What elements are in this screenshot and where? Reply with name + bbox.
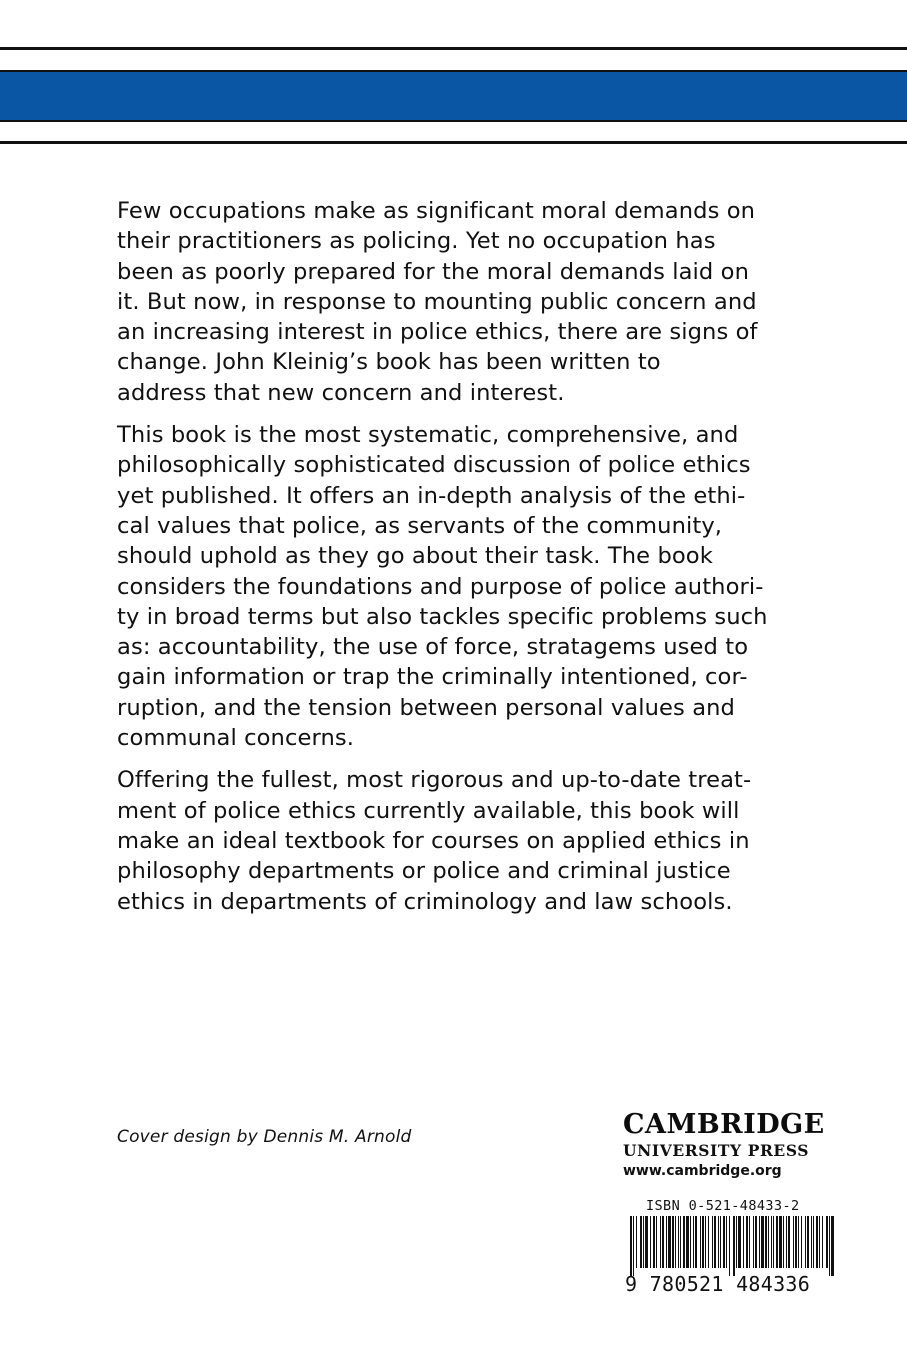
barcode-bar <box>786 1216 787 1268</box>
barcode-bar <box>746 1216 748 1268</box>
barcode-bar <box>813 1216 814 1268</box>
paragraph-3 <box>117 765 797 916</box>
barcode-bar <box>783 1216 784 1268</box>
barcode-bar <box>736 1216 737 1268</box>
barcode-bar <box>708 1216 709 1268</box>
text-line: philosophically sophisticated discussion of police ethics <box>117 452 751 479</box>
barcode-bar <box>753 1216 754 1268</box>
barcode-bar <box>798 1216 799 1268</box>
publisher-name: CAMBRIDGE <box>623 1109 825 1140</box>
barcode-bar <box>636 1216 637 1268</box>
publisher-logo <box>623 1108 863 1182</box>
barcode-bar <box>738 1216 741 1268</box>
barcode-bar <box>831 1216 834 1276</box>
text-line: Offering the fullest, most rigorous and up-to-date treat- <box>117 767 752 794</box>
barcode-bar <box>680 1216 681 1268</box>
barcode-digits: 9 780521 484336 <box>625 1272 811 1296</box>
barcode-bar <box>768 1216 769 1268</box>
barcode-bar <box>761 1216 764 1268</box>
barcode-bar <box>693 1216 694 1268</box>
barcode-bar <box>630 1216 632 1276</box>
publisher-subtitle: UNIVERSITY PRESS <box>623 1141 810 1160</box>
paragraph-1 <box>117 196 797 408</box>
barcode-bar <box>675 1216 676 1268</box>
barcode-bar <box>718 1216 719 1268</box>
barcode-bar <box>729 1216 730 1276</box>
lower-rule <box>0 141 907 144</box>
barcode-bar <box>773 1216 774 1268</box>
barcode-bar <box>811 1216 812 1268</box>
text-line: This book is the most systematic, comprehensive, and <box>117 422 739 449</box>
barcode-bar <box>650 1216 651 1268</box>
barcode-bar <box>816 1216 818 1268</box>
barcode-bar <box>779 1216 782 1268</box>
barcode <box>630 1216 840 1276</box>
barcode-bar <box>795 1216 797 1268</box>
publisher-url: www.cambridge.org <box>623 1163 782 1179</box>
blue-band <box>0 70 907 122</box>
barcode-bar <box>819 1216 820 1268</box>
text-line: ethics in departments of criminology and law schools. <box>117 888 733 915</box>
text-line: yet published. It offers an in-depth analysis of the ethi- <box>117 482 746 509</box>
text-line: should uphold as they go about their task. The book <box>117 543 713 570</box>
barcode-bar <box>705 1216 706 1268</box>
text-line: their practitioners as policing. Yet no occupation has <box>117 228 716 255</box>
barcode-bar <box>672 1216 674 1268</box>
text-line: gain information or trap the criminally intentioned, cor- <box>117 664 748 691</box>
text-line: considers the foundations and purpose of police authori- <box>117 573 764 600</box>
text-line: ruption, and the tension between personal values and <box>117 694 735 721</box>
text-line: address that new concern and interest. <box>117 379 565 406</box>
barcode-bar <box>678 1216 679 1268</box>
barcode-bar <box>656 1216 657 1268</box>
barcode-bar <box>640 1216 642 1268</box>
top-rule <box>0 47 907 50</box>
cover-credit: Cover design by Dennis M. Arnold <box>117 1127 412 1147</box>
barcode-bar <box>660 1216 661 1268</box>
text-line: Few occupations make as significant moral demands on <box>117 198 756 224</box>
barcode-bar <box>801 1216 802 1268</box>
barcode-bar <box>662 1216 664 1268</box>
barcode-bar <box>695 1216 697 1268</box>
barcode-bar <box>805 1216 806 1268</box>
blurb <box>117 196 797 929</box>
barcode-bar <box>633 1216 634 1276</box>
text-line: communal concerns. <box>117 725 355 752</box>
barcode-bar <box>829 1216 830 1276</box>
barcode-bar <box>826 1216 828 1268</box>
barcode-bar <box>743 1216 744 1268</box>
barcode-bar <box>668 1216 671 1268</box>
barcode-bar <box>653 1216 655 1268</box>
paragraph-2 <box>117 420 797 753</box>
text-line: philosophy departments or police and criminal justice <box>117 858 731 885</box>
text-line: ty in broad terms but also tackles specific problems such <box>117 603 768 630</box>
barcode-bar <box>666 1216 667 1268</box>
text-line: been as poorly prepared for the moral demands laid on <box>117 258 749 285</box>
text-line: as: accountability, the use of force, stratagems used to <box>117 634 749 661</box>
barcode-bar <box>712 1216 713 1268</box>
barcode-bar <box>700 1216 701 1268</box>
barcode-bar <box>683 1216 685 1268</box>
barcode-bar <box>714 1216 716 1268</box>
barcode-bar <box>686 1216 689 1268</box>
barcode-bar <box>807 1216 809 1268</box>
barcode-bar <box>788 1216 790 1268</box>
barcode-bar <box>726 1216 727 1268</box>
barcode-bar <box>645 1216 648 1268</box>
text-line: ment of police ethics currently available, this book will <box>117 797 740 824</box>
barcode-bar <box>793 1216 794 1268</box>
text-line: change. John Kleinig’s book has been written to <box>117 349 661 376</box>
barcode-bar <box>822 1216 823 1268</box>
barcode-bar <box>765 1216 767 1268</box>
barcode-bar <box>702 1216 704 1268</box>
barcode-bar <box>720 1216 721 1268</box>
barcode-bar <box>690 1216 691 1268</box>
barcode-bar <box>776 1216 778 1268</box>
text-line: an increasing interest in police ethics, there are signs of <box>117 319 758 346</box>
barcode-bar <box>755 1216 757 1268</box>
barcode-bar <box>733 1216 735 1276</box>
barcode-bar <box>771 1216 772 1268</box>
text-line: it. But now, in response to mounting public concern and <box>117 288 757 315</box>
barcode-bar <box>643 1216 644 1268</box>
isbn-label: ISBN 0-521-48433-2 <box>646 1198 800 1214</box>
barcode-bar <box>759 1216 760 1268</box>
barcode-bar <box>749 1216 750 1268</box>
text-line: cal values that police, as servants of the community, <box>117 512 723 539</box>
text-line: make an ideal textbook for courses on applied ethics in <box>117 827 750 854</box>
barcode-bar <box>723 1216 725 1268</box>
